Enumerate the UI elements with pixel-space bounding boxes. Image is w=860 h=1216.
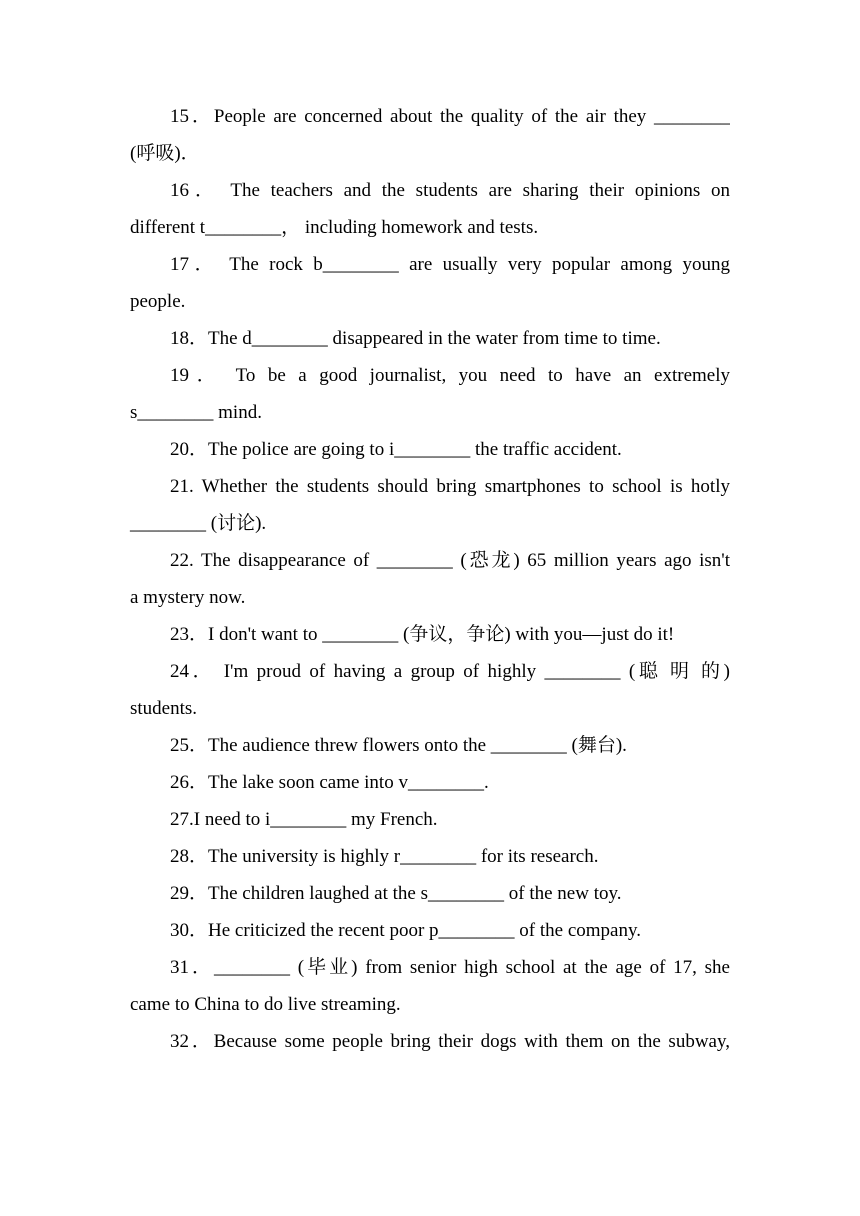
exercise-line: 15．People are concerned about the quality of the air they ________ bbox=[170, 106, 730, 127]
exercise-line: 24． I'm proud of having a group of highly ________ (聪 明 的) bbox=[170, 661, 730, 682]
exercise-item-20 bbox=[130, 431, 730, 468]
exercise-item-26 bbox=[130, 764, 730, 801]
exercise-line: 23．I don't want to ________ (争议，争论) with you—just do it! bbox=[170, 624, 675, 645]
exercise-line: students. bbox=[130, 698, 198, 719]
exercise-line: 21. Whether the students should bring smartphones to school is hotly bbox=[170, 476, 730, 497]
exercise-item-24 bbox=[130, 653, 730, 727]
exercise-line: (呼吸)． bbox=[130, 143, 200, 164]
exercise-item-17 bbox=[130, 246, 730, 320]
exercise-item-15 bbox=[130, 98, 730, 172]
exercise-line: 28．The university is highly r________ for its research. bbox=[170, 846, 599, 867]
exercise-line: 27.I need to i________ my French. bbox=[170, 809, 438, 830]
exercise-line: 31．________ (毕业) from senior high school at the age of 17, she bbox=[170, 957, 730, 978]
exercise-line: came to China to do live streaming. bbox=[130, 994, 401, 1015]
exercise-item-22 bbox=[130, 542, 730, 616]
exercise-item-32 bbox=[130, 1023, 730, 1060]
exercise-item-30 bbox=[130, 912, 730, 949]
exercise-item-19 bbox=[130, 357, 730, 431]
exercise-line: 16． The teachers and the students are sharing their opinions on bbox=[170, 180, 730, 201]
exercise-line: 32．Because some people bring their dogs with them on the subway, bbox=[170, 1031, 730, 1052]
exercise-item-23 bbox=[130, 616, 730, 653]
exercise-item-28 bbox=[130, 838, 730, 875]
exercise-line: 30．He criticized the recent poor p________ of the company. bbox=[170, 920, 641, 941]
exercise-line: 29．The children laughed at the s________ of the new toy. bbox=[170, 883, 622, 904]
exercise-line: 17． The rock b________ are usually very popular among young bbox=[170, 254, 730, 275]
exercise-item-27 bbox=[130, 801, 730, 838]
exercise-line: 25．The audience threw flowers onto the ________ (舞台). bbox=[170, 735, 627, 756]
exercise-line: 20．The police are going to i________ the traffic accident. bbox=[170, 439, 622, 460]
exercise-item-18 bbox=[130, 320, 730, 357]
exercise-item-16 bbox=[130, 172, 730, 246]
exercise-list bbox=[130, 98, 730, 1060]
exercise-line: people. bbox=[130, 291, 186, 312]
exercise-line: 19． To be a good journalist, you need to have an extremely bbox=[170, 365, 730, 386]
exercise-line: a mystery now. bbox=[130, 587, 246, 608]
exercise-item-21 bbox=[130, 468, 730, 542]
exercise-line: 22. The disappearance of ________ (恐龙) 65 million years ago isn't bbox=[170, 550, 730, 571]
exercise-line: 18．The d________ disappeared in the water from time to time. bbox=[170, 328, 661, 349]
exercise-line: 26．The lake soon came into v________. bbox=[170, 772, 489, 793]
exercise-item-29 bbox=[130, 875, 730, 912]
exercise-line: ________ (讨论). bbox=[130, 513, 267, 534]
exercise-item-31 bbox=[130, 949, 730, 1023]
exercise-line: different t________， including homework and tests. bbox=[130, 217, 539, 238]
exercise-item-25 bbox=[130, 727, 730, 764]
exercise-line: s________ mind. bbox=[130, 402, 262, 423]
